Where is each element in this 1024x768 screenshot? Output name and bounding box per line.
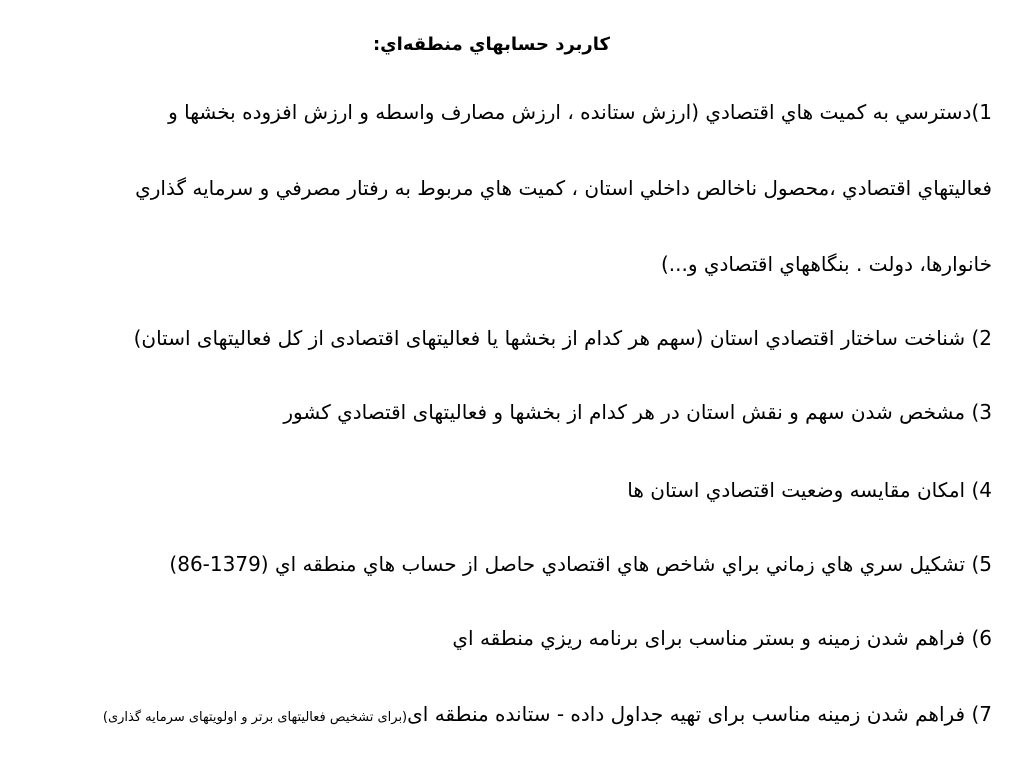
item-number-3: 3): [971, 400, 992, 424]
list-item-6: [22, 626, 992, 650]
item-1-text-line-1: دسترسي به كميت هاي اقتصادي (ارزش ستانده ، ارزش مصارف واسطه و ارزش افزوده بخشها و: [168, 100, 972, 124]
list-item-1-line-2: فعاليتهاي اقتصادي ،محصول ناخالص داخلي استان ، كميت هاي مربوط به رفتار مصرفي و سرمايه گذاري: [135, 176, 992, 200]
item-number-6: 6): [971, 626, 992, 650]
list-item-1-line-3: خانوارها، دولت . بنگاههاي اقتصادي و...): [660, 252, 992, 276]
item-2-text: شناخت ساختار اقتصادي استان (سهم هر كدام از بخشها يا فعاليتهای اقتصادی از كل فعاليتهای استان): [133, 326, 966, 350]
list-item-1-line-1: [22, 100, 992, 124]
item-number-4: 4): [971, 478, 992, 502]
list-item-4: [22, 478, 992, 502]
list-item-5: [22, 552, 992, 576]
item-number-7: 7): [971, 702, 992, 726]
item-number-5: 5): [971, 552, 992, 576]
item-4-text: امكان مقايسه وضعيت اقتصادي استان ها: [627, 478, 966, 502]
item-7-text: فراهم شدن زمينه مناسب برای تهيه جداول داده - ستانده منطقه ای: [407, 702, 966, 726]
item-6-text: فراهم شدن زمینه و بستر مناسب برای برنامه ريزي منطقه اي: [452, 626, 966, 650]
list-item-7: [22, 702, 992, 726]
list-item-2: [22, 326, 992, 350]
item-7-note: (برای تشخیص فعالیتهای برتر و اولویتهای سرمایه گذاری): [102, 710, 408, 725]
item-5-text: تشكيل سري هاي زماني براي شاخص هاي اقتصادي حاصل از حساب هاي منطقه اي (1379-86): [169, 552, 966, 576]
item-number-2: 2): [971, 326, 992, 350]
item-3-text: مشخص شدن سهم و نقش استان در هر كدام از بخشها و فعاليتهای اقتصادي كشور: [283, 400, 966, 424]
item-number-1: 1): [971, 100, 992, 124]
list-item-3: [22, 400, 992, 424]
slide-title: کاربرد حسابهاي منطقه‌اي:: [372, 34, 610, 55]
